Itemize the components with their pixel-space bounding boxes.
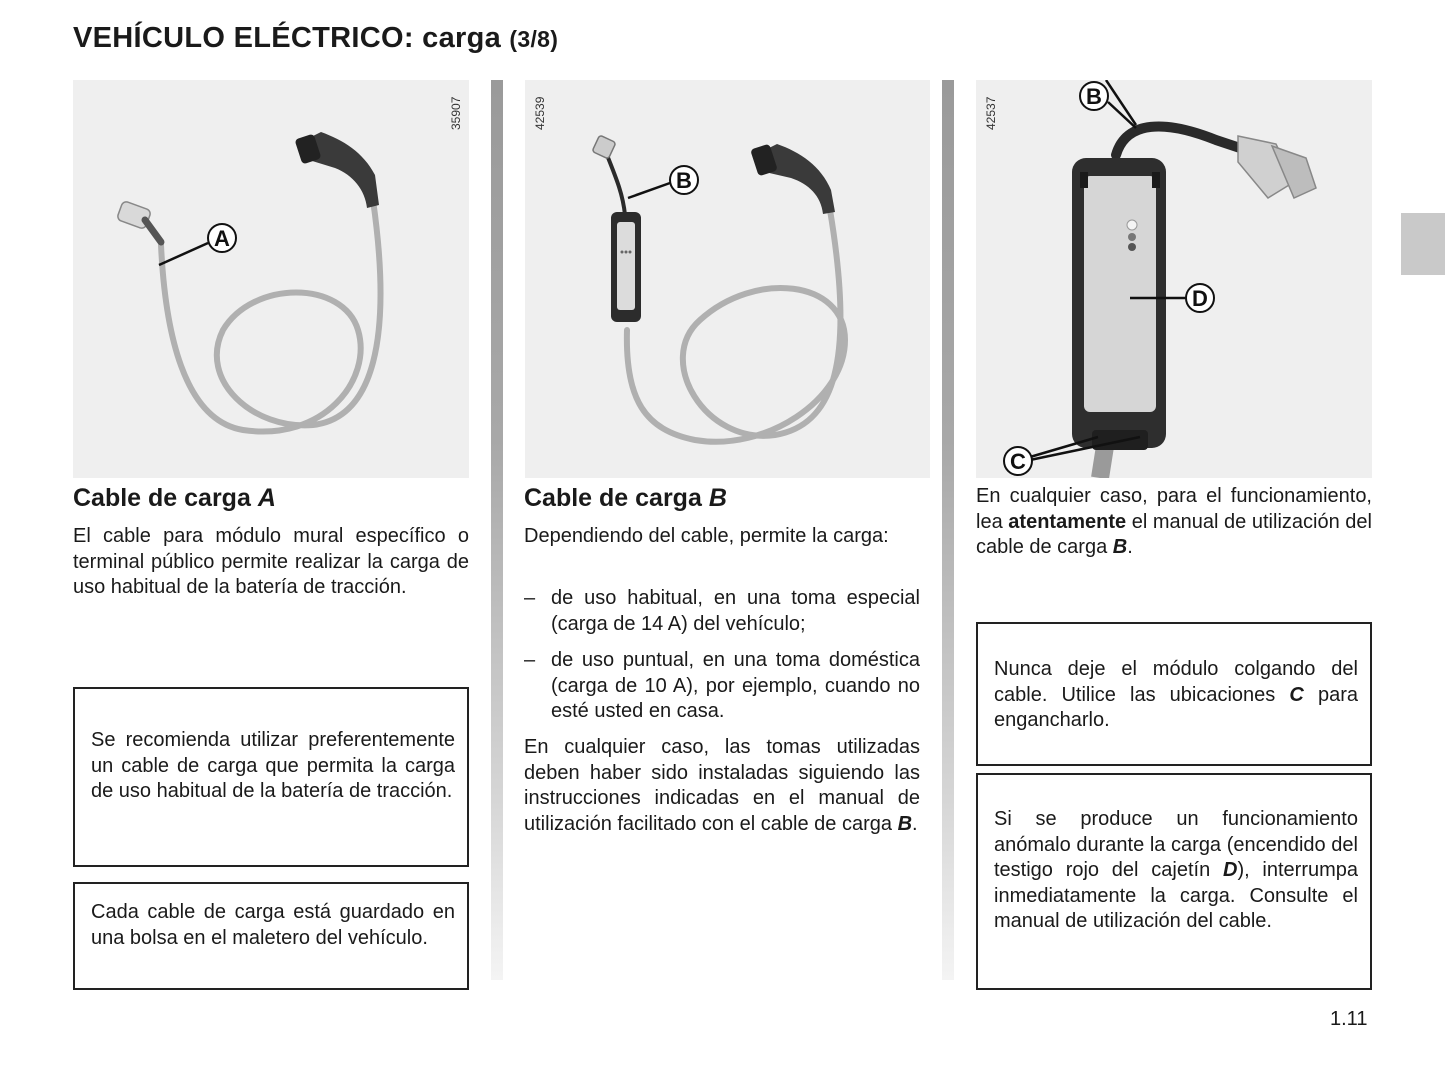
figure-cable-b	[525, 80, 930, 478]
note-text: Se recomienda utilizar preferentemente un cable de carga que permita la carga de uso habitual de la batería de tracción.	[91, 729, 455, 802]
page-title-main: VEHÍCULO ELÉCTRICO: carga	[73, 22, 502, 54]
cable-a-illustration	[73, 80, 469, 478]
schuko-plug-icon	[1238, 136, 1316, 198]
callout-letter-a: A	[214, 226, 230, 251]
callout-letter-b: B	[676, 168, 692, 193]
charging-connector-icon	[750, 144, 835, 214]
note-box-storage	[73, 882, 469, 990]
figure-id: 35907	[449, 96, 463, 130]
cable-b-intro: Dependiendo del cable, permite la carga:	[524, 525, 889, 547]
note-box-hanging-warning	[976, 622, 1372, 766]
cable-b-outro: En cualquier caso, las tomas utilizadas deben haber sido instaladas siguiendo las instrucciones indicadas en el manual de utilización facilitado con el cable de carga B.	[524, 736, 920, 835]
figure-id: 42539	[533, 96, 547, 130]
figure-cable-a	[73, 80, 469, 478]
note-text: Si se produce un funcionamiento anómalo durante la carga (encendido del testigo rojo del cajetín D), interrumpa inmediatamente la carga. Consulte el manual de utilización del cable.	[994, 808, 1359, 932]
note-text: Nunca deje el módulo colgando del cable. Utilice las ubicaciones C para engancharlo.	[994, 658, 1359, 731]
control-box-illustration	[976, 80, 1372, 478]
control-module-icon	[611, 212, 641, 322]
page-title	[73, 22, 558, 55]
page-title-part: (3/8)	[509, 26, 559, 52]
note-text: Cada cable de carga está guardado en una bolsa en el maletero del vehículo.	[91, 901, 455, 949]
column-separator	[942, 80, 954, 980]
column-separator	[491, 80, 503, 980]
charging-connector-icon	[294, 132, 379, 208]
manual-reminder: En cualquier caso, para el funcionamiento, lea atentamente el manual de utilización del cable de carga B.	[976, 485, 1372, 558]
control-module-icon	[1072, 158, 1166, 450]
section-heading-cable-b: Cable de carga B	[524, 484, 727, 512]
note-box-recommendation	[73, 687, 469, 867]
page-number: 1.11	[1330, 1008, 1368, 1030]
list-item: – de uso puntual, en una toma doméstica (carga de 10 A), por ejemplo, cuando no esté usted en casa.	[524, 649, 920, 722]
note-box-malfunction-warning	[976, 773, 1372, 990]
section-thumb-tab	[1401, 213, 1445, 275]
callout-letter-b: B	[1086, 84, 1102, 109]
figure-id: 42537	[984, 96, 998, 130]
callout-letter-c: C	[1010, 449, 1026, 474]
cable-a-description: El cable para módulo mural específico o terminal público permite realizar la carga de uso habitual de la batería de tracción.	[73, 525, 469, 598]
callout-letter-d: D	[1192, 286, 1208, 311]
list-item: – de uso habitual, en una toma especial (carga de 14 A) del vehículo;	[524, 587, 920, 635]
figure-control-box	[976, 80, 1372, 478]
small-plug-icon	[116, 200, 161, 242]
small-plug-icon	[592, 135, 616, 159]
section-heading-cable-a: Cable de carga A	[73, 484, 276, 512]
cable-b-illustration	[525, 80, 930, 478]
